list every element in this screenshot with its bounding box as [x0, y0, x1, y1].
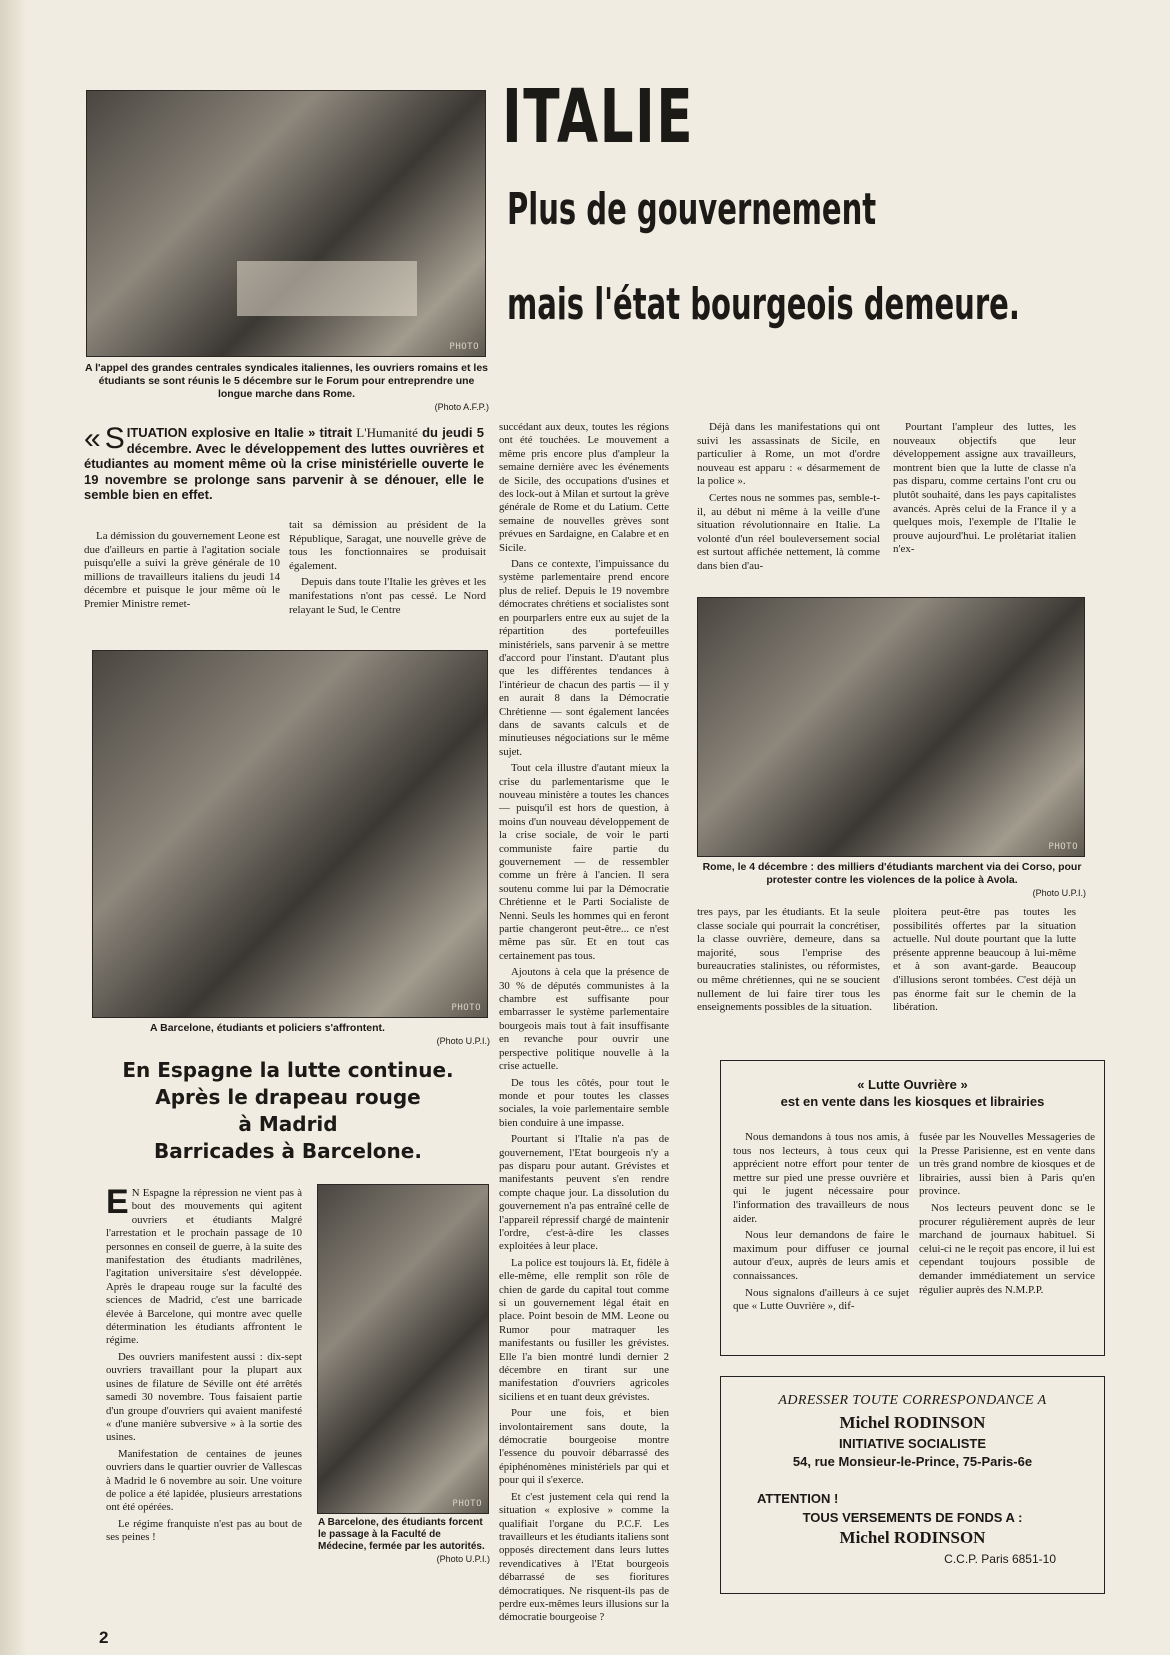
article-paragraph: succédant aux deux, toutes les régions ont été touchées. Le mouvement a même pris encore plus d'ampleur la semaine dernière avec les événements de Sicile, des occupations d'usines et des lock-out à Milan et surtout la grève générale de Rome et du Latium. Cette semaine de nouvelles grèves sont prévues en Sardaigne, en Calabre et en Sicile. [499, 421, 669, 554]
ccp-account: C.C.P. Paris 6851-10 [944, 1552, 1056, 1566]
article-paragraph: La police est toujours là. Et, fidèle à elle-même, elle remplit son rôle de chien de garde du capital tout comme si un gouvernement légal était en place. Point besoin de MM. Leone ou Rumor pour matraquer les manifestants ou fusiller les grévistes. Elle l'a bien montré lundi dernier 2 décembre en tirant sur une manifestation d'ouvriers agricoles siciliens et en tuant deux grévistes. [499, 1256, 669, 1403]
article-paragraph: Manifestation de centaines de jeunes ouvriers dans le quartier ouvrier de Vallescas à Madrid le 6 novembre au soir. Une voiture de police a été lapidée, plusieurs arrestations ont été opérées. [106, 1447, 302, 1514]
funds-name: Michel RODINSON [839, 1528, 986, 1547]
contact-instruction: ADRESSER TOUTE CORRESPONDANCE A [778, 1393, 1047, 1408]
article-paragraph: Le régime franquiste n'est pas au bout de ses peines ! [106, 1517, 302, 1544]
caption-text: Rome, le 4 décembre : des milliers d'étudiants marchent via dei Corso, pour protester contre les violences de la police à Avola. [702, 861, 1082, 886]
photo-credit: (Photo U.P.I.) [436, 1036, 490, 1046]
notice-paragraph: Nous demandons à tous nos amis, à tous nos lecteurs, à tous ceux qui apprécient notre effort pour tenter de mettre sur pied une presse ouvrière et qui le jugent nécessaire pour l'information des travailleurs de nous aider. [733, 1131, 909, 1225]
caption-text: A Barcelone, des étudiants forcent le passage à la Faculté de Médecine, fermée par les autorités. [318, 1517, 485, 1552]
photo-placeholder-label: PHOTO [1048, 842, 1078, 852]
notice-sales-box [720, 1060, 1105, 1356]
photo-credit: (Photo U.P.I.) [436, 1554, 490, 1564]
lead-text-b: du jeudi 5 décembre. Avec le développement des luttes ouvrières et étudiantes au moment même où la crise ministérielle ouverte le 19 novembre se prolonge sans parvenir à se dénouer, elle le semble bien en effet. [84, 425, 484, 502]
article-paragraph: Certes nous ne sommes pas, semble-t-il, au début ni même à la veille d'une situation révolutionnaire en Italie. La volonté d'un réel bouleversement social est surtout affichée nettement, là comme dans bien d'au- [697, 491, 880, 572]
notice-subtitle: est en vente dans les kiosques et librairies [780, 1094, 1045, 1109]
photo-rome-forum-caption [84, 362, 489, 414]
contact-address: 54, rue Monsieur-le-Prince, 75-Paris-6e [792, 1454, 1033, 1469]
spain-headline-line: Après le drapeau rouge [155, 1085, 421, 1109]
notice-col-left [733, 1131, 909, 1351]
notice-paragraph: Nous signalons d'ailleurs à ce sujet que « Lutte Ouvrière », dif- [733, 1286, 909, 1313]
article-paragraph: Pour une fois, et bien involontairement sans doute, la démocratie bourgeoise montre l'essence du pouvoir débarrassé des épiphénomènes ministériels par qui et pour qui il s'exerce. [499, 1407, 669, 1487]
photo-barcelona-clash [92, 650, 488, 1018]
attention-label: ATTENTION ! [757, 1491, 839, 1506]
spain-headline-line: En Espagne la lutte continue. [122, 1058, 454, 1082]
photo-faculty-caption [318, 1517, 490, 1565]
notice-title: « Lutte Ouvrière » [857, 1077, 968, 1092]
article-lead [84, 422, 484, 503]
contact-name: Michel RODINSON [839, 1413, 986, 1432]
notice-paragraph: Nous leur demandons de faire le maximum pour diffuser ce journal autour d'eux, auprès de leurs amis et connaissances. [733, 1229, 909, 1282]
article-paragraph: tait sa démission au président de la République, Saragat, une nouvelle grève de tous les fonctionnaires se produisait également. [289, 519, 486, 572]
article-col-5 [893, 421, 1076, 565]
photo-banner-shape [237, 261, 417, 316]
funds-label: TOUS VERSEMENTS DE FONDS A : [802, 1510, 1023, 1525]
notice-paragraph: fusée par les Nouvelles Messageries de la Presse Parisienne, est en vente dans un très grand nombre de kiosques et de librairies, aussi bien à Paris qu'en province. [919, 1131, 1095, 1198]
lead-text-italic: L'Humanité [356, 425, 418, 440]
notice-contact-box [720, 1376, 1105, 1594]
lead-text-a: ITUATION explosive en Italie » titrait [126, 425, 357, 440]
article-paragraph: Et c'est justement cela qui rend la situation « explosive » comme la qualifiait l'organe du P.C.F. Les travailleurs et les étudiants italiens sont opposés directement dans leurs luttes revendicatives à l'Etat bourgeois débarrassé de ses fioritures démocratiques. Ne risquent-ils pas de perdre eux-mêmes leurs illusions sur la démocratie bourgeoise ? [499, 1490, 670, 1624]
photo-rome-corso [697, 597, 1085, 857]
notice-paragraph: Nos lecteurs peuvent donc se le procurer régulièrement auprès de leur marchand de journaux habituel. Si celui-ci ne le reçoit pas encore, il lui est cependant toujours possible de demander immédiatement un service régulier auprès des N.M.P.P. [919, 1201, 1095, 1296]
article-paragraph: Déjà dans les manifestations qui ont suivi les assassinats de Sicile, en particulier à Rome, un mot d'ordre nouveau est apparu : « désarmement de la police ». [697, 421, 880, 488]
headline-subtitle-2: mais l'état bourgeois demeure. [507, 279, 1020, 330]
article-paragraph: Pourtant si l'Italie n'a pas de gouvernement, l'Etat bourgeois n'y a pas disparu pour autant. Grévistes et manifestants peuvent s'en rendre compte chaque jour. La dissolution du gouvernement n'a pas entraîné celle de l'appareil répressif chargé de maintenir l'ordre, c'est-à-dire les classes exploitées à leur place. [499, 1133, 669, 1253]
article-col-3 [499, 421, 670, 1624]
notice-col-right [919, 1131, 1095, 1351]
caption-text: A Barcelone, étudiants et policiers s'affrontent. [150, 1022, 385, 1034]
photo-placeholder-label: PHOTO [451, 1003, 481, 1013]
page-number: 2 [99, 1628, 109, 1647]
article-paragraph: La démission du gouvernement Leone est due d'ailleurs en partie à l'agitation sociale puisqu'elle a suivi la grève générale de 10 millions de travailleurs italiens du jeudi 14 décembre et puisque le jour même où le Premier Ministre remet- [84, 530, 280, 610]
article-col-1 [84, 530, 280, 632]
article-paragraph: Depuis dans toute l'Italie les grèves et les manifestations n'ont pas cessé. Le Nord relayant le Sud, le Centre [289, 576, 486, 616]
photo-rome-forum [86, 90, 486, 357]
article-col-4 [697, 421, 880, 572]
headline-title: ITALIE [502, 74, 695, 160]
contact-organization: INITIATIVE SOCIALISTE [838, 1436, 987, 1451]
article-paragraph: De tous les côtés, pour tout le monde et pour toutes les classes sociales, la voie parlementaire semble bien conduire à une impasse. [499, 1076, 669, 1129]
spain-headline-line: Barricades à Barcelone. [154, 1139, 422, 1163]
article-paragraph: Ajoutons à cela que la présence de 30 % de députés communistes à la chambre est suffisante pour embarrasser le système parlementaire bourgeois mais tout à fait insuffisante en revanche pour ouvrir une perspective politique nouvelle à la crise actuelle. [499, 966, 669, 1073]
spain-headline [88, 1057, 488, 1165]
photo-placeholder-label: PHOTO [452, 1499, 482, 1509]
photo-rome-corso-caption [698, 861, 1086, 900]
article-paragraph [106, 1183, 302, 1348]
page-fold-shadow [0, 0, 28, 1655]
spain-headline-line: à Madrid [238, 1112, 338, 1136]
photo-credit: (Photo A.F.P.) [434, 402, 489, 412]
article-paragraph: Dans ce contexte, l'impuissance du système parlementaire prend encore plus de relief. Depuis le 19 novembre démocrates chrétiens et socialistes sont en pourparlers entre eux au sujet de la répartition des portefeuilles ministériels, sans parvenir à se mettre d'accord pour l'instant. D'autant plus que les différentes tendances à l'intérieur de chacun des partis — il y en aurait 8 dans la Démocratie Chrétienne — sont également lancées dans de savants calculs et de minutieuses négociations sur le même sujet. [499, 558, 669, 758]
article-paragraph: Des ouvriers manifestent aussi : dix-sept ouvriers travaillant pour la plupart aux usines de filature de Séville ont été arrêtés samedi 30 novembre. Tous faisaient partie d'un groupe d'ouvriers qui avaient manifesté « d'une manière subversive » à la sortie des usines. [106, 1350, 302, 1444]
headline-subtitle-1: Plus de gouvernement [507, 184, 877, 235]
photo-barcelona-faculty [317, 1184, 489, 1514]
caption-text: A l'appel des grandes centrales syndicales italiennes, les ouvriers romains et les étudiants se sont réunis le 5 décembre sur le Forum pour entreprendre une longue marche dans Rome. [84, 362, 489, 400]
article-col-5b [893, 906, 1076, 1014]
article-col-2 [289, 519, 486, 629]
article-col-4b [697, 906, 880, 1014]
photo-credit: (Photo U.P.I.) [1032, 888, 1086, 898]
spain-article [106, 1183, 302, 1582]
article-paragraph: Tout cela illustre d'autant mieux la crise du parlementarisme que le nouveau ministère a toutes les chances — puisqu'il est hors de question, à moins d'un nouveau développement de la crise sociale, de voir le parti communiste faire partie du gouvernement — de ressembler comme un frère à l'ancien. Il sera soutenu comme lui par la Démocratie Chrétienne et le Parti Socialiste de Nenni. Seuls les hommes qui en feront partie changeront peut-être... ce n'est même pas sûr. Et en tout cas certainement pas tous. [499, 762, 669, 962]
spain-dropcap: E [106, 1183, 129, 1221]
article-paragraph: ploitera peut-être pas toutes les possibilités offertes par la situation actuelle. Nul doute pourtant que la lutte présente apprenne beaucoup à lui-même et à son avant-garde. Beaucoup d'illusions seront tombées. C'est déjà un pas énorme fait sur le chemin de la libération. [893, 906, 1076, 1014]
article-paragraph: Pourtant l'ampleur des luttes, les nouveaux objectifs que leur développement assigne aux travailleurs, montrent bien que la lutte de classe n'a pas disparu, comme certains l'ont cru ou plutôt souhaité, dans les pays capitalistes avancés. Après celui de la France il y a quelques mois, l'exemple de l'Italie le prouve aujourd'hui. Le prolétariat italien n'ex- [893, 421, 1076, 556]
article-paragraph: tres pays, par les étudiants. Et la seule classe sociale qui pourrait la concrétiser, la classe ouvrière, demeure, dans sa majorité, sous l'emprise des bureaucraties stalinistes, ou réformistes, ou même chrétiennes, qui ne se soucient nullement de lui faire tirer tous les enseignements possibles de la situation. [697, 906, 880, 1014]
lead-quote-mark: « [84, 422, 101, 455]
photo-placeholder-label: PHOTO [449, 342, 479, 352]
lead-initial: S [104, 422, 125, 455]
photo-barcelona-caption [150, 1022, 490, 1048]
spain-paragraph-text: N Espagne la répression ne vient pas à bout des mouvements qui agitent ouvriers et étudiants Malgré l'arrestation et le prochain passage de 10 personnes en conseil de guerre, à la suite des manifestation des étudiants madrilènes, l'agitation universitaire s'est développée. Après le drapeau rouge sur la faculté des sciences de Madrid, c'est une barricade élevée à Barcelone, qui montre avec quelle détermination les étudiants affrontent le régime. [106, 1187, 302, 1347]
